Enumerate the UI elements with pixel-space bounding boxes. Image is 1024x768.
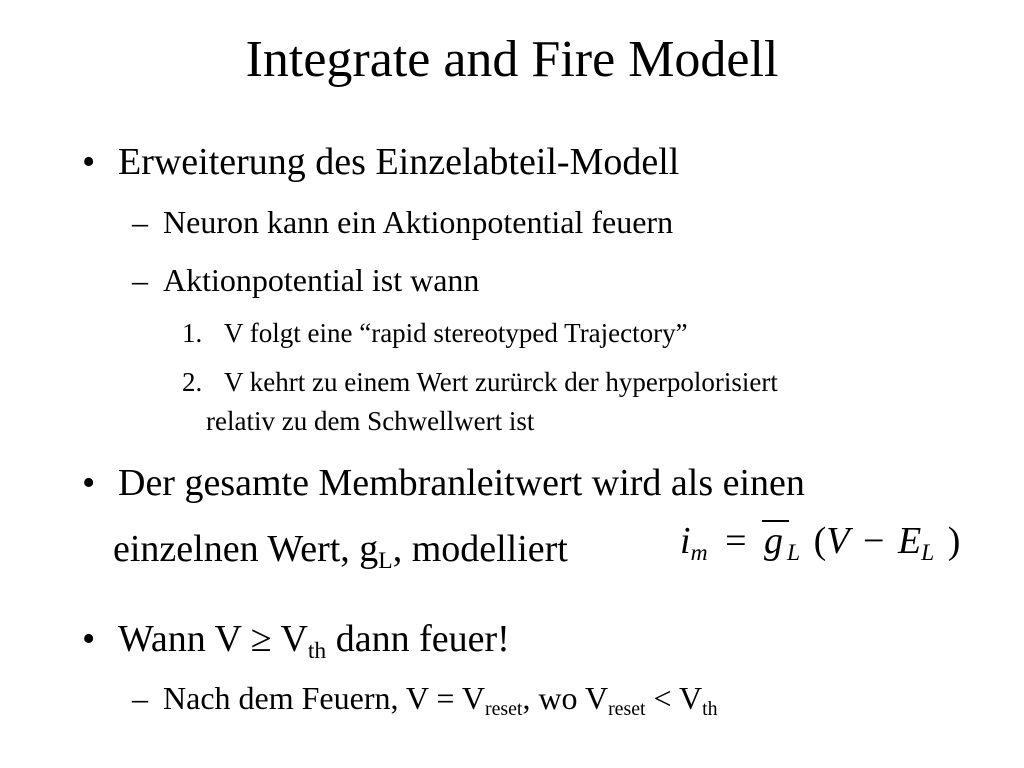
bullet-marker: • bbox=[82, 462, 96, 504]
membrane-current-equation: $i_m = g$ $_L$ ($V - E_L$ ) bbox=[680, 520, 961, 567]
bullet-1-text: Erweiterung des Einzelabteil-Modell bbox=[118, 141, 680, 183]
numbered-item-1-text: V folgt eine “rapid stereotyped Trajectory” bbox=[224, 318, 688, 348]
bullet-marker: • bbox=[82, 141, 96, 183]
bullet-2-line1: Der gesamte Membranleitwert wird als einen bbox=[118, 462, 805, 504]
list-number-1: 1. bbox=[182, 318, 203, 348]
numbered-item-2-text-cont: relativ zu dem Schwellwert ist bbox=[206, 406, 535, 436]
numbered-item-2-text: V kehrt zu einem Wert zurürck der hyperpolorisiert bbox=[224, 367, 778, 397]
bullet-marker: • bbox=[82, 618, 96, 660]
bullet-2-line2: einzelnen Wert, $g_L$, modelliert bbox=[113, 528, 568, 575]
list-number-2: 2. bbox=[182, 367, 203, 397]
sub-bullet-1-text: Neuron kann ein Aktionpotential feuern bbox=[163, 204, 674, 240]
sub-bullet-2-text: Aktionpotential ist wann bbox=[163, 262, 480, 298]
sub-bullet-3-text: Nach dem Feuern, $V = V_{reset}$, wo $V_{reset} < V_{th}$ bbox=[163, 680, 718, 720]
slide-title: Integrate and Fire Modell bbox=[245, 31, 779, 88]
dash-marker: – bbox=[132, 680, 148, 716]
dash-marker: – bbox=[132, 262, 148, 298]
bullet-3-text: Wann $V \ge V_{th}$ dann feuer! bbox=[118, 618, 510, 665]
dash-marker: – bbox=[132, 204, 148, 240]
